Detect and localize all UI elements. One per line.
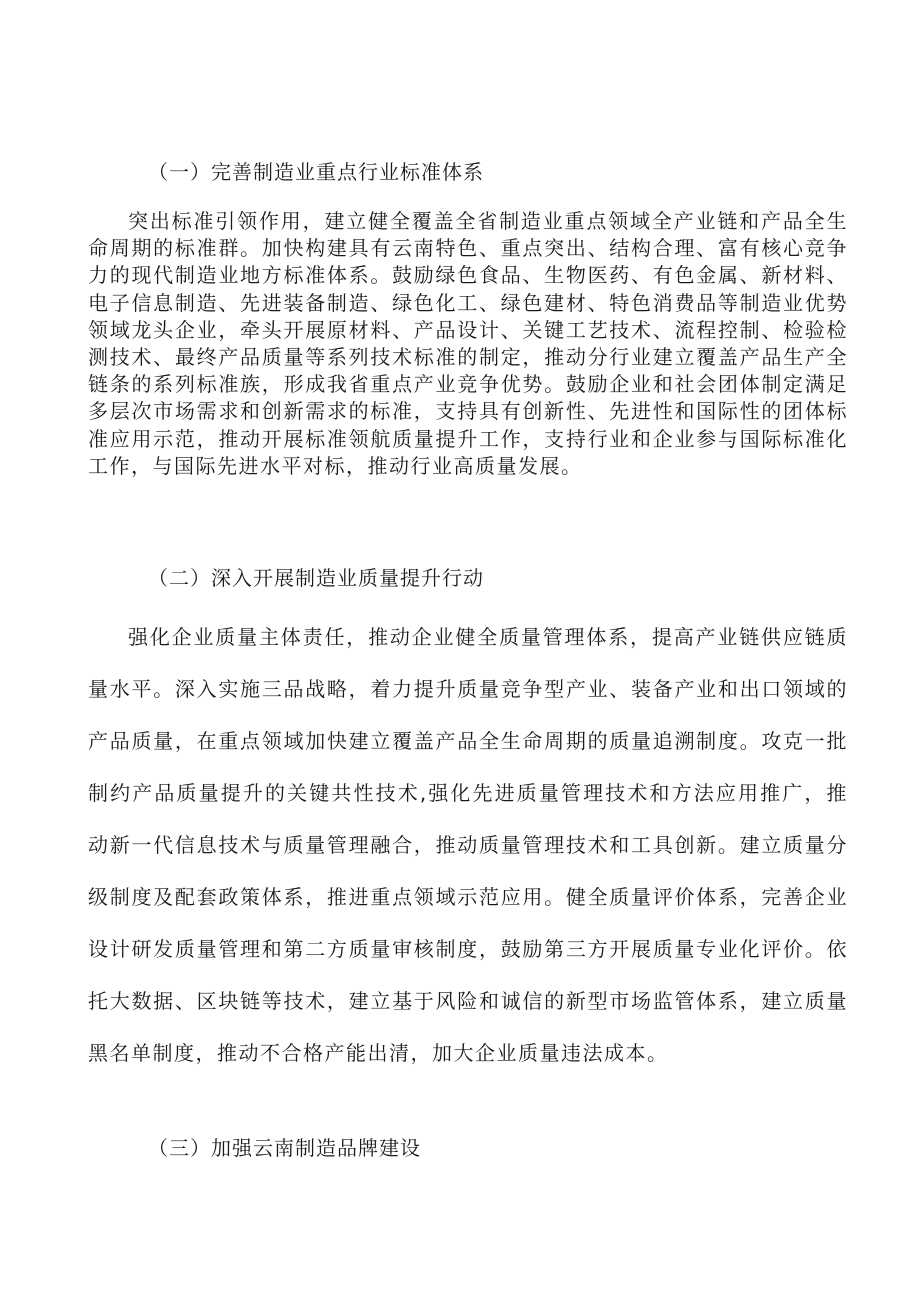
section-paragraph-1: 突出标准引领作用，建立健全覆盖全省制造业重点领域全产业链和产品全生命周期的标准群。加快构建具有云南特色、重点突出、结构合理、富有核心竞争力的现代制造业地方标准体系。鼓励绿色食品、生物医药、有色金属、新材料、电子信息制造、先进装备制造、绿色化工、绿色建材、特色消费品等制造业优势领域龙头企业，牵头开展原材料、产品设计、关键工艺技术、流程控制、检验检测技术、最终产品质量等系列技术标准的制定，推动分行业建立覆盖产品生产全链条的系列标准族，形成我省重点产业竞争优势。鼓励企业和社会团体制定满足多层次市场需求和创新需求的标准，支持具有创新性、先进性和国际性的团体标准应用示范，推动开展标准领航质量提升工作，支持行业和企业参与国际标准化工作，与国际先进水平对标，推动行业高质量发展。 — [88, 209, 848, 478]
section-heading-3: （三）加强云南制造品牌建设 — [148, 1136, 421, 1160]
section-paragraph-2: 强化企业质量主体责任，推动企业健全质量管理体系，提高产业链供应链质量水平。深入实施三品战略，着力提升质量竞争型产业、装备产业和出口领域的产品质量，在重点领域加快建立覆盖产品全生命周期的质量追溯制度。攻克一批制约产品质量提升的关键共性技术,强化先进质量管理技术和方法应用推广，推动新一代信息技术与质量管理融合，推动质量管理技术和工具创新。建立质量分级制度及配套政策体系，推进重点领域示范应用。健全质量评价体系，完善企业设计研发质量管理和第二方质量审核制度，鼓励第三方开展质量专业化评价。依托大数据、区块链等技术，建立基于风险和诚信的新型市场监管体系，建立质量黑名单制度，推动不合格产能出清，加大企业质量违法成本。 — [88, 625, 848, 1065]
section-heading-2: （二）深入开展制造业质量提升行动 — [148, 566, 484, 590]
section-heading-1: （一）完善制造业重点行业标准体系 — [148, 160, 484, 184]
